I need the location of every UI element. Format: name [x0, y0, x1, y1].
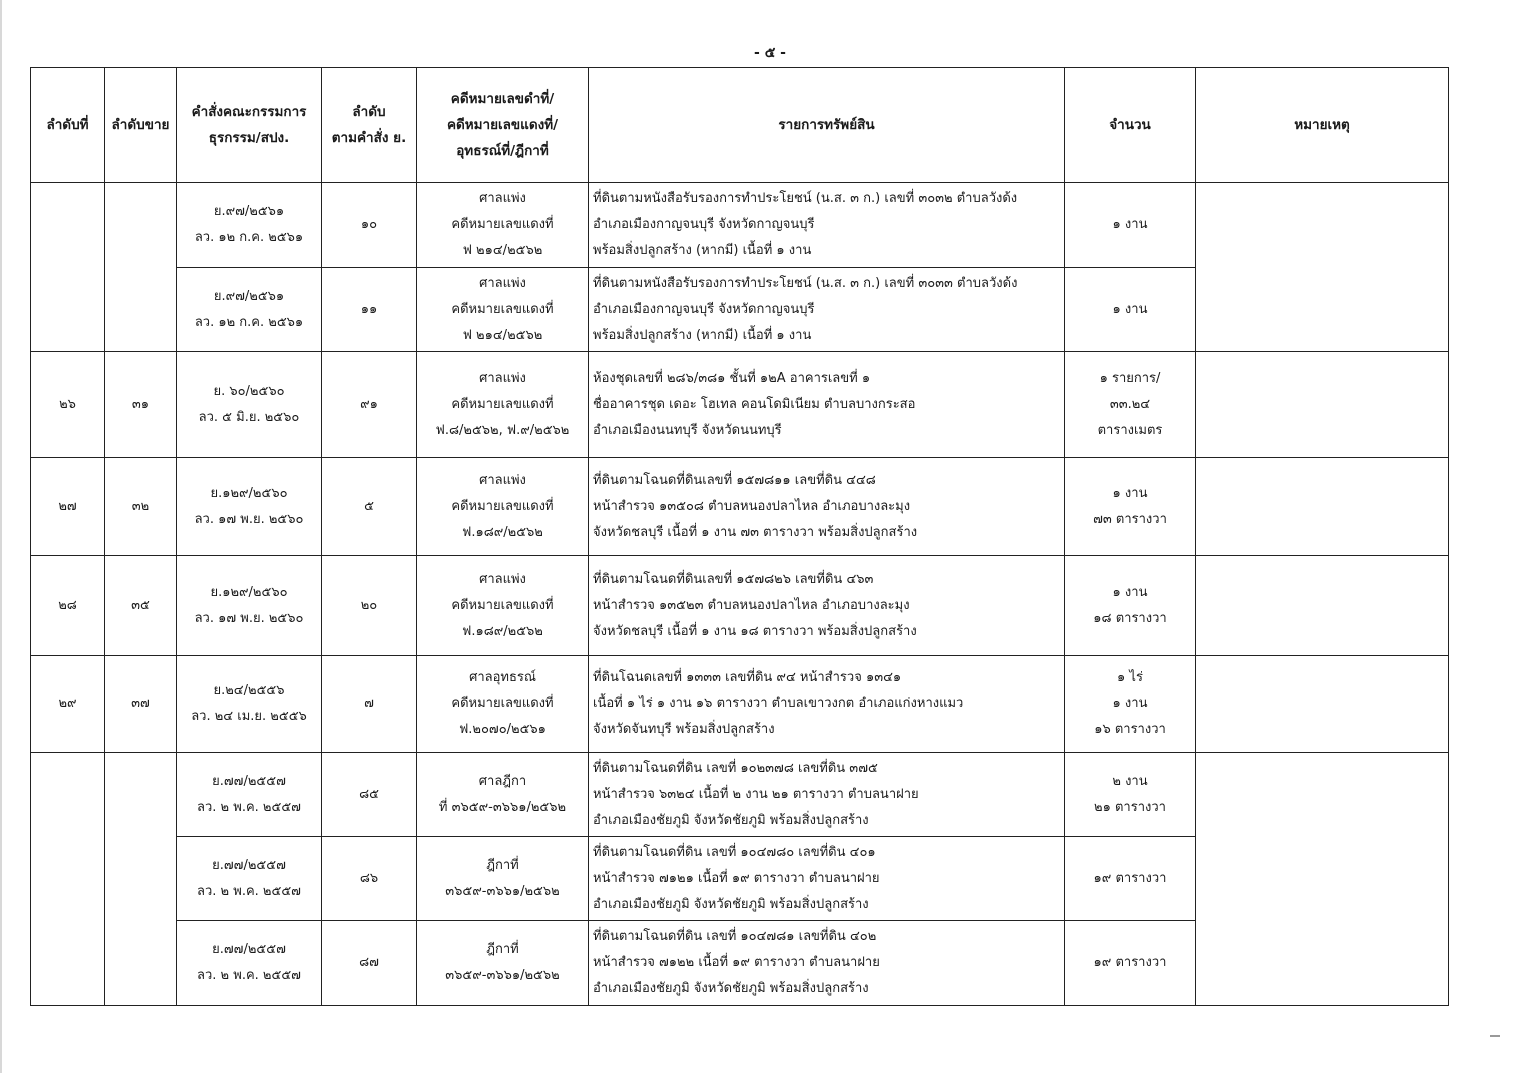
order-cell: ย.๑๒๙/๒๕๖๐ ลว. ๑๗ พ.ย. ๒๕๖๐ [177, 556, 322, 656]
remark-cell [1196, 753, 1449, 1006]
amount-cell: ๒ งาน ๒๑ ตารางวา [1065, 753, 1196, 837]
seq-cell: ๒๖ [31, 352, 105, 458]
asset-cell: ที่ดินตามโฉนดที่ดิน เลขที่ ๑๐๔๗๘๑ เลขที่ดิน ๔๐๒ หน้าสำรวจ ๗๑๒๒ เนื้อที่ ๑๙ ตารางวา ตำบลนาฝาย อำเภอเมืองชัยภูมิ จังหวัดชัยภูมิ พร้อมสิ่งปลูกสร้าง [589, 921, 1065, 1006]
asset-cell: ที่ดินตามหนังสือรับรองการทำประโยชน์ (น.ส. ๓ ก.) เลขที่ ๓๐๓๒ ตำบลวังด้ง อำเภอเมืองกาญจนบุรี จังหวัดกาญจนบุรี พร้อมสิ่งปลูกสร้าง (หากมี) เนื้อที่ ๑ งาน [589, 183, 1065, 268]
remark-cell [1196, 183, 1449, 352]
seq-cell [31, 183, 105, 352]
order-seq-cell: ๘๖ [322, 837, 417, 921]
amount-cell: ๑ งาน ๑๘ ตารางวา [1065, 556, 1196, 656]
order-seq-cell: ๘๕ [322, 753, 417, 837]
order-cell: ย.๙๗/๒๕๖๑ ลว. ๑๒ ก.ค. ๒๕๖๑ [177, 183, 322, 268]
remark-cell [1196, 556, 1449, 656]
order-seq-cell: ๙๑ [322, 352, 417, 458]
order-cell: ย.๑๒๙/๒๕๖๐ ลว. ๑๗ พ.ย. ๒๕๖๐ [177, 458, 322, 556]
seq-cell: ๒๙ [31, 656, 105, 753]
order-seq-cell: ๗ [322, 656, 417, 753]
asset-cell: ห้องชุดเลขที่ ๒๘๖/๓๘๑ ชั้นที่ ๑๒A อาคารเลขที่ ๑ ชื่ออาคารชุด เดอะ โฮเทล คอนโดมิเนียม ตำบลบางกระสอ อำเภอเมืองนนทบุรี จังหวัดนนทบุรี [589, 352, 1065, 458]
seq-cell [31, 753, 105, 1006]
table-row [31, 458, 1449, 556]
header-seq: ลำดับที่ [31, 68, 105, 183]
header-asset: รายการทรัพย์สิน [589, 68, 1065, 183]
order-cell: ย.๙๗/๒๕๖๑ ลว. ๑๒ ก.ค. ๒๕๖๑ [177, 268, 322, 352]
order-cell: ย.๒๔/๒๕๕๖ ลว. ๒๔ เม.ย. ๒๕๕๖ [177, 656, 322, 753]
asset-cell: ที่ดินโฉนดเลขที่ ๑๓๓๓ เลขที่ดิน ๙๔ หน้าสำรวจ ๑๓๔๑ เนื้อที่ ๑ ไร่ ๑ งาน ๑๖ ตารางวา ตำบลเขาวงกต อำเภอแก่งหางแมว จังหวัดจันทบุรี พร้อมสิ่งปลูกสร้าง [589, 656, 1065, 753]
header-remark: หมายเหตุ [1196, 68, 1449, 183]
table-row [31, 753, 1449, 837]
case-cell: ศาลอุทธรณ์ คดีหมายเลขแดงที่ ฟ.๒๐๗๐/๒๕๖๑ [417, 656, 589, 753]
order-seq-cell: ๕ [322, 458, 417, 556]
asset-cell: ที่ดินตามหนังสือรับรองการทำประโยชน์ (น.ส. ๓ ก.) เลขที่ ๓๐๓๓ ตำบลวังด้ง อำเภอเมืองกาญจนบุรี จังหวัดกาญจนบุรี พร้อมสิ่งปลูกสร้าง (หากมี) เนื้อที่ ๑ งาน [589, 268, 1065, 352]
sale-seq-cell: ๓๕ [105, 556, 177, 656]
sale-seq-cell: ๓๑ [105, 352, 177, 458]
header-order: คำสั่งคณะกรรมการ ธุรกรรม/สปง. [177, 68, 322, 183]
asset-cell: ที่ดินตามโฉนดที่ดิน เลขที่ ๑๐๒๓๗๘ เลขที่ดิน ๓๗๕ หน้าสำรวจ ๖๓๒๔ เนื้อที่ ๒ งาน ๒๑ ตารางวา ตำบลนาฝาย อำเภอเมืองชัยภูมิ จังหวัดชัยภูมิ พร้อมสิ่งปลูกสร้าง [589, 753, 1065, 837]
amount-cell: ๑ รายการ/ ๓๓.๒๔ ตารางเมตร [1065, 352, 1196, 458]
sale-seq-cell [105, 183, 177, 352]
table-row [31, 352, 1449, 458]
order-seq-cell: ๑๑ [322, 268, 417, 352]
case-cell: ศาลแพ่ง คดีหมายเลขแดงที่ ฟ.๑๘๙/๒๕๖๒ [417, 556, 589, 656]
remark-cell [1196, 458, 1449, 556]
asset-cell: ที่ดินตามโฉนดที่ดิน เลขที่ ๑๐๔๗๘๐ เลขที่ดิน ๔๐๑ หน้าสำรวจ ๗๑๒๑ เนื้อที่ ๑๙ ตารางวา ตำบลนาฝาย อำเภอเมืองชัยภูมิ จังหวัดชัยภูมิ พร้อมสิ่งปลูกสร้าง [589, 837, 1065, 921]
order-seq-cell: ๑๐ [322, 183, 417, 268]
order-cell: ย. ๖๐/๒๕๖๐ ลว. ๕ มิ.ย. ๒๕๖๐ [177, 352, 322, 458]
case-cell: ฎีกาที่ ๓๖๕๙-๓๖๖๑/๒๕๖๒ [417, 921, 589, 1006]
header-amount: จำนวน [1065, 68, 1196, 183]
amount-cell: ๑ ไร่ ๑ งาน ๑๖ ตารางวา [1065, 656, 1196, 753]
order-cell: ย.๗๗/๒๕๕๗ ลว. ๒ พ.ค. ๒๕๕๗ [177, 753, 322, 837]
table-row [31, 656, 1449, 753]
sale-seq-cell: ๓๒ [105, 458, 177, 556]
case-cell: ศาลแพ่ง คดีหมายเลขแดงที่ ฟ.๑๘๙/๒๕๖๒ [417, 458, 589, 556]
case-cell: ศาลแพ่ง คดีหมายเลขแดงที่ ฟ ๒๑๔/๒๕๖๒ [417, 268, 589, 352]
seq-cell: ๒๘ [31, 556, 105, 656]
sale-seq-cell [105, 753, 177, 1006]
seq-cell: ๒๗ [31, 458, 105, 556]
asset-cell: ที่ดินตามโฉนดที่ดินเลขที่ ๑๕๗๘๒๖ เลขที่ดิน ๔๖๓ หน้าสำรวจ ๑๓๕๒๓ ตำบลหนองปลาไหล อำเภอบางละมุง จังหวัดชลบุรี เนื้อที่ ๑ งาน ๑๘ ตารางวา พร้อมสิ่งปลูกสร้าง [589, 556, 1065, 656]
amount-cell: ๑๙ ตารางวา [1065, 837, 1196, 921]
amount-cell: ๑ งาน ๗๓ ตารางวา [1065, 458, 1196, 556]
amount-cell: ๑๙ ตารางวา [1065, 921, 1196, 1006]
scan-edge [0, 0, 2, 1073]
asset-table [30, 67, 1449, 1006]
order-cell: ย.๗๗/๒๕๕๗ ลว. ๒ พ.ค. ๒๕๕๗ [177, 921, 322, 1006]
remark-cell [1196, 656, 1449, 753]
amount-cell: ๑ งาน [1065, 268, 1196, 352]
case-cell: ศาลแพ่ง คดีหมายเลขแดงที่ ฟ.๘/๒๕๖๒, ฟ.๙/๒๕๖๒ [417, 352, 589, 458]
sale-seq-cell: ๓๗ [105, 656, 177, 753]
header-row [31, 68, 1449, 183]
case-cell: ศาลฎีกา ที่ ๓๖๕๙-๓๖๖๑/๒๕๖๒ [417, 753, 589, 837]
remark-cell [1196, 352, 1449, 458]
header-order-seq: ลำดับ ตามคำสั่ง ย. [322, 68, 417, 183]
page-number: - ๕ - [754, 45, 786, 61]
order-cell: ย.๗๗/๒๕๕๗ ลว. ๒ พ.ค. ๒๕๕๗ [177, 837, 322, 921]
case-cell: ฎีกาที่ ๓๖๕๙-๓๖๖๑/๒๕๖๒ [417, 837, 589, 921]
scan-mark [1490, 1035, 1500, 1037]
order-seq-cell: ๒๐ [322, 556, 417, 656]
table-row [31, 556, 1449, 656]
order-seq-cell: ๘๗ [322, 921, 417, 1006]
header-sale-seq: ลำดับขาย [105, 68, 177, 183]
table-row [31, 183, 1449, 268]
case-cell: ศาลแพ่ง คดีหมายเลขแดงที่ ฟ ๒๑๔/๒๕๖๒ [417, 183, 589, 268]
asset-cell: ที่ดินตามโฉนดที่ดินเลขที่ ๑๕๗๘๑๑ เลขที่ดิน ๔๔๘ หน้าสำรวจ ๑๓๕๐๘ ตำบลหนองปลาไหล อำเภอบางละมุง จังหวัดชลบุรี เนื้อที่ ๑ งาน ๗๓ ตารางวา พร้อมสิ่งปลูกสร้าง [589, 458, 1065, 556]
amount-cell: ๑ งาน [1065, 183, 1196, 268]
header-case: คดีหมายเลขดำที่/ คดีหมายเลขแดงที่/ อุทธรณ์ที่/ฎีกาที่ [417, 68, 589, 183]
